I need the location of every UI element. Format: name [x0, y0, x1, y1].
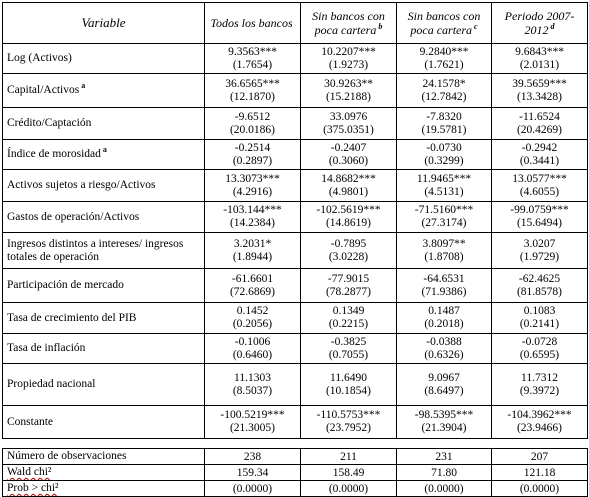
- coefficient-value: 11.9465***: [416, 172, 472, 185]
- statistic-label: Número de observaciones: [3, 449, 205, 465]
- coefficient-cell: [205, 334, 301, 364]
- coefficient-value: -64.6531: [423, 272, 465, 285]
- coefficient-cell: [492, 334, 588, 364]
- standard-error: (1.9729): [519, 250, 560, 263]
- variable-label: Ingresos distintos a intereses/ ingresos totales de operación: [3, 233, 205, 269]
- coefficient-cell: [301, 233, 397, 269]
- coefficient-cell: [301, 406, 397, 439]
- coefficient-value: 11.1303: [234, 371, 271, 384]
- standard-error: (21.3005): [229, 422, 276, 434]
- variable-label: Constante: [3, 406, 205, 439]
- coefficient-value: -0.0730: [426, 141, 462, 154]
- statistic-value: (0.0000): [397, 481, 492, 497]
- standard-error: (8.6497): [424, 384, 464, 397]
- coefficient-value: 0.1452: [236, 305, 269, 317]
- coefficient-value: -7.8320: [426, 110, 462, 123]
- column-header-1: Todos los bancos: [205, 3, 301, 44]
- statistic-value: 158.49: [301, 465, 397, 481]
- standard-error: (1.8708): [424, 250, 464, 263]
- standard-error: (19.5781): [421, 123, 467, 136]
- statistic-value: 238: [205, 449, 301, 465]
- coefficient-cell: [492, 406, 588, 439]
- coefficient-value: -0.0388: [426, 335, 462, 348]
- variable-label: Capital/Activos $^a$: [3, 74, 205, 108]
- footnote-marker: a: [102, 145, 107, 155]
- column-header-4: Periodo 2007-2012 $^d$: [492, 3, 588, 44]
- standard-error: (3.0228): [328, 250, 369, 263]
- column-header-3: Sin bancos con poca cartera $^c$: [397, 3, 492, 44]
- coefficient-value: 9.0967: [428, 371, 460, 384]
- standard-error: (1.8944): [232, 250, 273, 263]
- coefficient-cell: [492, 364, 588, 406]
- standard-error: (0.3299): [424, 154, 464, 167]
- standard-error: (4.2916): [232, 185, 273, 198]
- variable-row: [3, 170, 588, 202]
- standard-error: (20.0186): [229, 123, 276, 136]
- coefficient-cell: [301, 303, 397, 334]
- standard-error: (4.5131): [424, 185, 464, 198]
- standard-error: (1.7621): [424, 58, 464, 71]
- coefficient-cell: [397, 269, 492, 303]
- standard-error: (2.0131): [519, 58, 560, 71]
- standard-error: (0.2215): [328, 318, 369, 330]
- standard-error: (15.6494): [516, 217, 563, 229]
- coefficient-value: -0.2514: [234, 141, 271, 154]
- standard-error: (375.0351): [323, 123, 374, 136]
- coefficient-cell: [492, 44, 588, 74]
- standard-error: (12.1870): [229, 90, 276, 103]
- variable-label: Tasa de crecimiento del PIB: [3, 303, 205, 334]
- variable-row: [3, 140, 588, 170]
- variable-label: Índice de morosidad $^a$: [3, 140, 205, 170]
- statistic-label: Wald chi²: [3, 465, 205, 481]
- coefficient-cell: [205, 202, 301, 233]
- coefficient-cell: [301, 108, 397, 140]
- standard-error: (27.3174): [421, 217, 467, 229]
- variable-label: Propiedad nacional: [3, 364, 205, 406]
- standard-error: (20.4269): [516, 123, 563, 136]
- standard-error: (0.6595): [519, 348, 560, 361]
- standard-error: (0.6460): [232, 348, 273, 361]
- coefficient-value: -71.5160***: [414, 204, 474, 216]
- coefficient-value: 9.3563***: [228, 45, 277, 58]
- coefficient-value: 36.6565***: [225, 77, 280, 90]
- standard-error: (0.6326): [424, 348, 464, 361]
- coefficient-value: 0.1349: [332, 305, 365, 317]
- standard-error: (23.7952): [325, 422, 372, 434]
- coefficient-cell: [397, 108, 492, 140]
- coefficient-value: -0.0728: [521, 335, 558, 348]
- coefficient-cell: [492, 202, 588, 233]
- coefficient-value: 9.2840***: [419, 45, 469, 58]
- standard-error: (81.8578): [516, 285, 563, 298]
- variable-row: [3, 108, 588, 140]
- standard-error: (71.9386): [421, 285, 467, 298]
- coefficient-value: -62.4625: [518, 272, 561, 285]
- coefficient-cell: [205, 74, 301, 108]
- coefficient-value: 39.5659***: [512, 77, 567, 90]
- coefficient-value: -0.3825: [330, 335, 367, 348]
- coefficient-cell: [397, 303, 492, 334]
- standard-error: (72.6869): [229, 285, 276, 298]
- variable-row: [3, 44, 588, 74]
- statistic-value: 211: [301, 449, 397, 465]
- regression-results-table: [2, 2, 588, 497]
- footnote-marker: a: [81, 81, 86, 91]
- statistic-row: [3, 449, 588, 465]
- coefficient-cell: [301, 202, 397, 233]
- variable-row: [3, 406, 588, 439]
- variable-row: [3, 269, 588, 303]
- standard-error: (13.3428): [516, 90, 563, 103]
- coefficient-value: -99.0759***: [510, 204, 569, 216]
- coefficient-value: 3.8097**: [422, 237, 466, 250]
- coefficient-value: -0.1006: [234, 335, 271, 348]
- coefficient-value: -77.9015: [327, 272, 370, 285]
- coefficient-value: 13.3073***: [225, 172, 280, 185]
- coefficient-cell: [205, 269, 301, 303]
- standard-error: (14.8619): [325, 217, 372, 229]
- coefficient-value: -9.6512: [234, 110, 271, 123]
- coefficient-value: -0.7895: [330, 237, 367, 250]
- coefficient-cell: [301, 74, 397, 108]
- standard-error: (0.3441): [519, 154, 560, 167]
- variable-row: [3, 303, 588, 334]
- standard-error: (4.6055): [519, 185, 560, 198]
- coefficient-cell: [205, 44, 301, 74]
- coefficient-cell: [492, 269, 588, 303]
- coefficient-cell: [492, 74, 588, 108]
- coefficient-cell: [205, 170, 301, 202]
- coefficient-value: -0.2942: [521, 141, 558, 154]
- statistic-value: 71.80: [397, 465, 492, 481]
- coefficient-cell: [301, 364, 397, 406]
- standard-error: (14.2384): [229, 217, 276, 229]
- coefficient-cell: [205, 140, 301, 170]
- header-row: [3, 3, 588, 44]
- coefficient-value: 11.7312: [521, 371, 558, 384]
- standard-error: (9.3972): [519, 384, 560, 397]
- coefficient-value: -11.6524: [519, 110, 560, 123]
- coefficient-cell: [397, 140, 492, 170]
- variable-label: Participación de mercado: [3, 269, 205, 303]
- statistic-value: 207: [492, 449, 588, 465]
- coefficient-cell: [205, 406, 301, 439]
- standard-error: (0.2897): [232, 154, 273, 167]
- statistic-value: 159.34: [205, 465, 301, 481]
- variable-row: [3, 334, 588, 364]
- statistic-label: Prob > chi²: [3, 481, 205, 497]
- coefficient-cell: [205, 364, 301, 406]
- coefficient-value: 3.0207: [523, 237, 556, 250]
- standard-error: (1.9273): [328, 58, 369, 71]
- statistic-value: 231: [397, 449, 492, 465]
- coefficient-cell: [397, 74, 492, 108]
- standard-error: (4.9801): [328, 185, 369, 198]
- coefficient-value: 24.1578*: [422, 77, 466, 90]
- standard-error: (0.2018): [424, 318, 464, 330]
- standard-error: (0.7055): [328, 348, 369, 361]
- standard-error: (15.2188): [325, 90, 372, 103]
- standard-error: (78.2877): [325, 285, 372, 298]
- coefficient-value: 0.1083: [523, 305, 556, 317]
- coefficient-cell: [301, 170, 397, 202]
- coefficient-cell: [492, 233, 588, 269]
- coefficient-cell: [205, 108, 301, 140]
- coefficient-cell: [301, 140, 397, 170]
- variable-row: [3, 74, 588, 108]
- coefficient-cell: [301, 334, 397, 364]
- variable-header: Variable: [3, 3, 205, 44]
- coefficient-cell: [205, 303, 301, 334]
- standard-error: (0.2141): [519, 318, 560, 330]
- coefficient-value: -0.2407: [330, 141, 367, 154]
- standard-error: (8.5037): [232, 384, 273, 397]
- coefficient-value: 33.0976: [329, 110, 368, 123]
- variable-row: [3, 364, 588, 406]
- coefficient-cell: [492, 140, 588, 170]
- statistic-value: 121.18: [492, 465, 588, 481]
- variable-row: [3, 233, 588, 269]
- coefficient-cell: [397, 44, 492, 74]
- coefficient-value: 0.1487: [428, 305, 460, 317]
- coefficient-cell: [301, 44, 397, 74]
- coefficient-value: -98.5395***: [414, 409, 474, 421]
- coefficient-value: 10.2207***: [321, 45, 376, 58]
- standard-error: (21.3904): [421, 422, 467, 434]
- coefficient-value: 3.2031*: [233, 237, 272, 250]
- coefficient-value: 11.6490: [330, 371, 367, 384]
- coefficient-cell: [492, 170, 588, 202]
- coefficient-cell: [397, 233, 492, 269]
- statistic-value: (0.0000): [301, 481, 397, 497]
- coefficient-value: 13.0577***: [512, 172, 567, 185]
- coefficient-value: 9.6843***: [515, 45, 564, 58]
- standard-error: (12.7842): [421, 90, 467, 103]
- variable-label: Gastos de operación/Activos: [3, 202, 205, 233]
- coefficient-cell: [492, 108, 588, 140]
- variable-label: Crédito/Captación: [3, 108, 205, 140]
- coefficient-value: -110.5753***: [316, 409, 381, 421]
- standard-error: (0.2056): [232, 318, 273, 330]
- standard-error: (1.7654): [232, 58, 273, 71]
- column-header-2: Sin bancos con poca cartera $^b$: [301, 3, 397, 44]
- coefficient-cell: [492, 303, 588, 334]
- variable-label: Tasa de inflación: [3, 334, 205, 364]
- coefficient-cell: [397, 334, 492, 364]
- coefficient-value: -104.3962***: [507, 409, 572, 421]
- coefficient-value: 14.8682***: [321, 172, 376, 185]
- coefficient-cell: [397, 202, 492, 233]
- coefficient-value: -61.6601: [231, 272, 274, 285]
- variable-label: Activos sujetos a riesgo/Activos: [3, 170, 205, 202]
- standard-error: (23.9466): [516, 422, 563, 434]
- spacer-row: [3, 439, 588, 449]
- coefficient-cell: [397, 170, 492, 202]
- statistic-row: [3, 465, 588, 481]
- coefficient-value: 30.9263**: [324, 77, 373, 90]
- standard-error: (10.1854): [325, 384, 372, 397]
- variable-label: Log (Activos): [3, 44, 205, 74]
- coefficient-cell: [397, 406, 492, 439]
- coefficient-cell: [397, 364, 492, 406]
- statistic-value: (0.0000): [492, 481, 588, 497]
- statistic-value: (0.0000): [205, 481, 301, 497]
- coefficient-cell: [205, 233, 301, 269]
- variable-row: [3, 202, 588, 233]
- coefficient-cell: [301, 269, 397, 303]
- coefficient-value: -102.5619***: [316, 204, 381, 216]
- coefficient-value: -100.5219***: [220, 409, 285, 421]
- coefficient-value: -103.144***: [223, 204, 282, 216]
- standard-error: (0.3060): [328, 154, 369, 167]
